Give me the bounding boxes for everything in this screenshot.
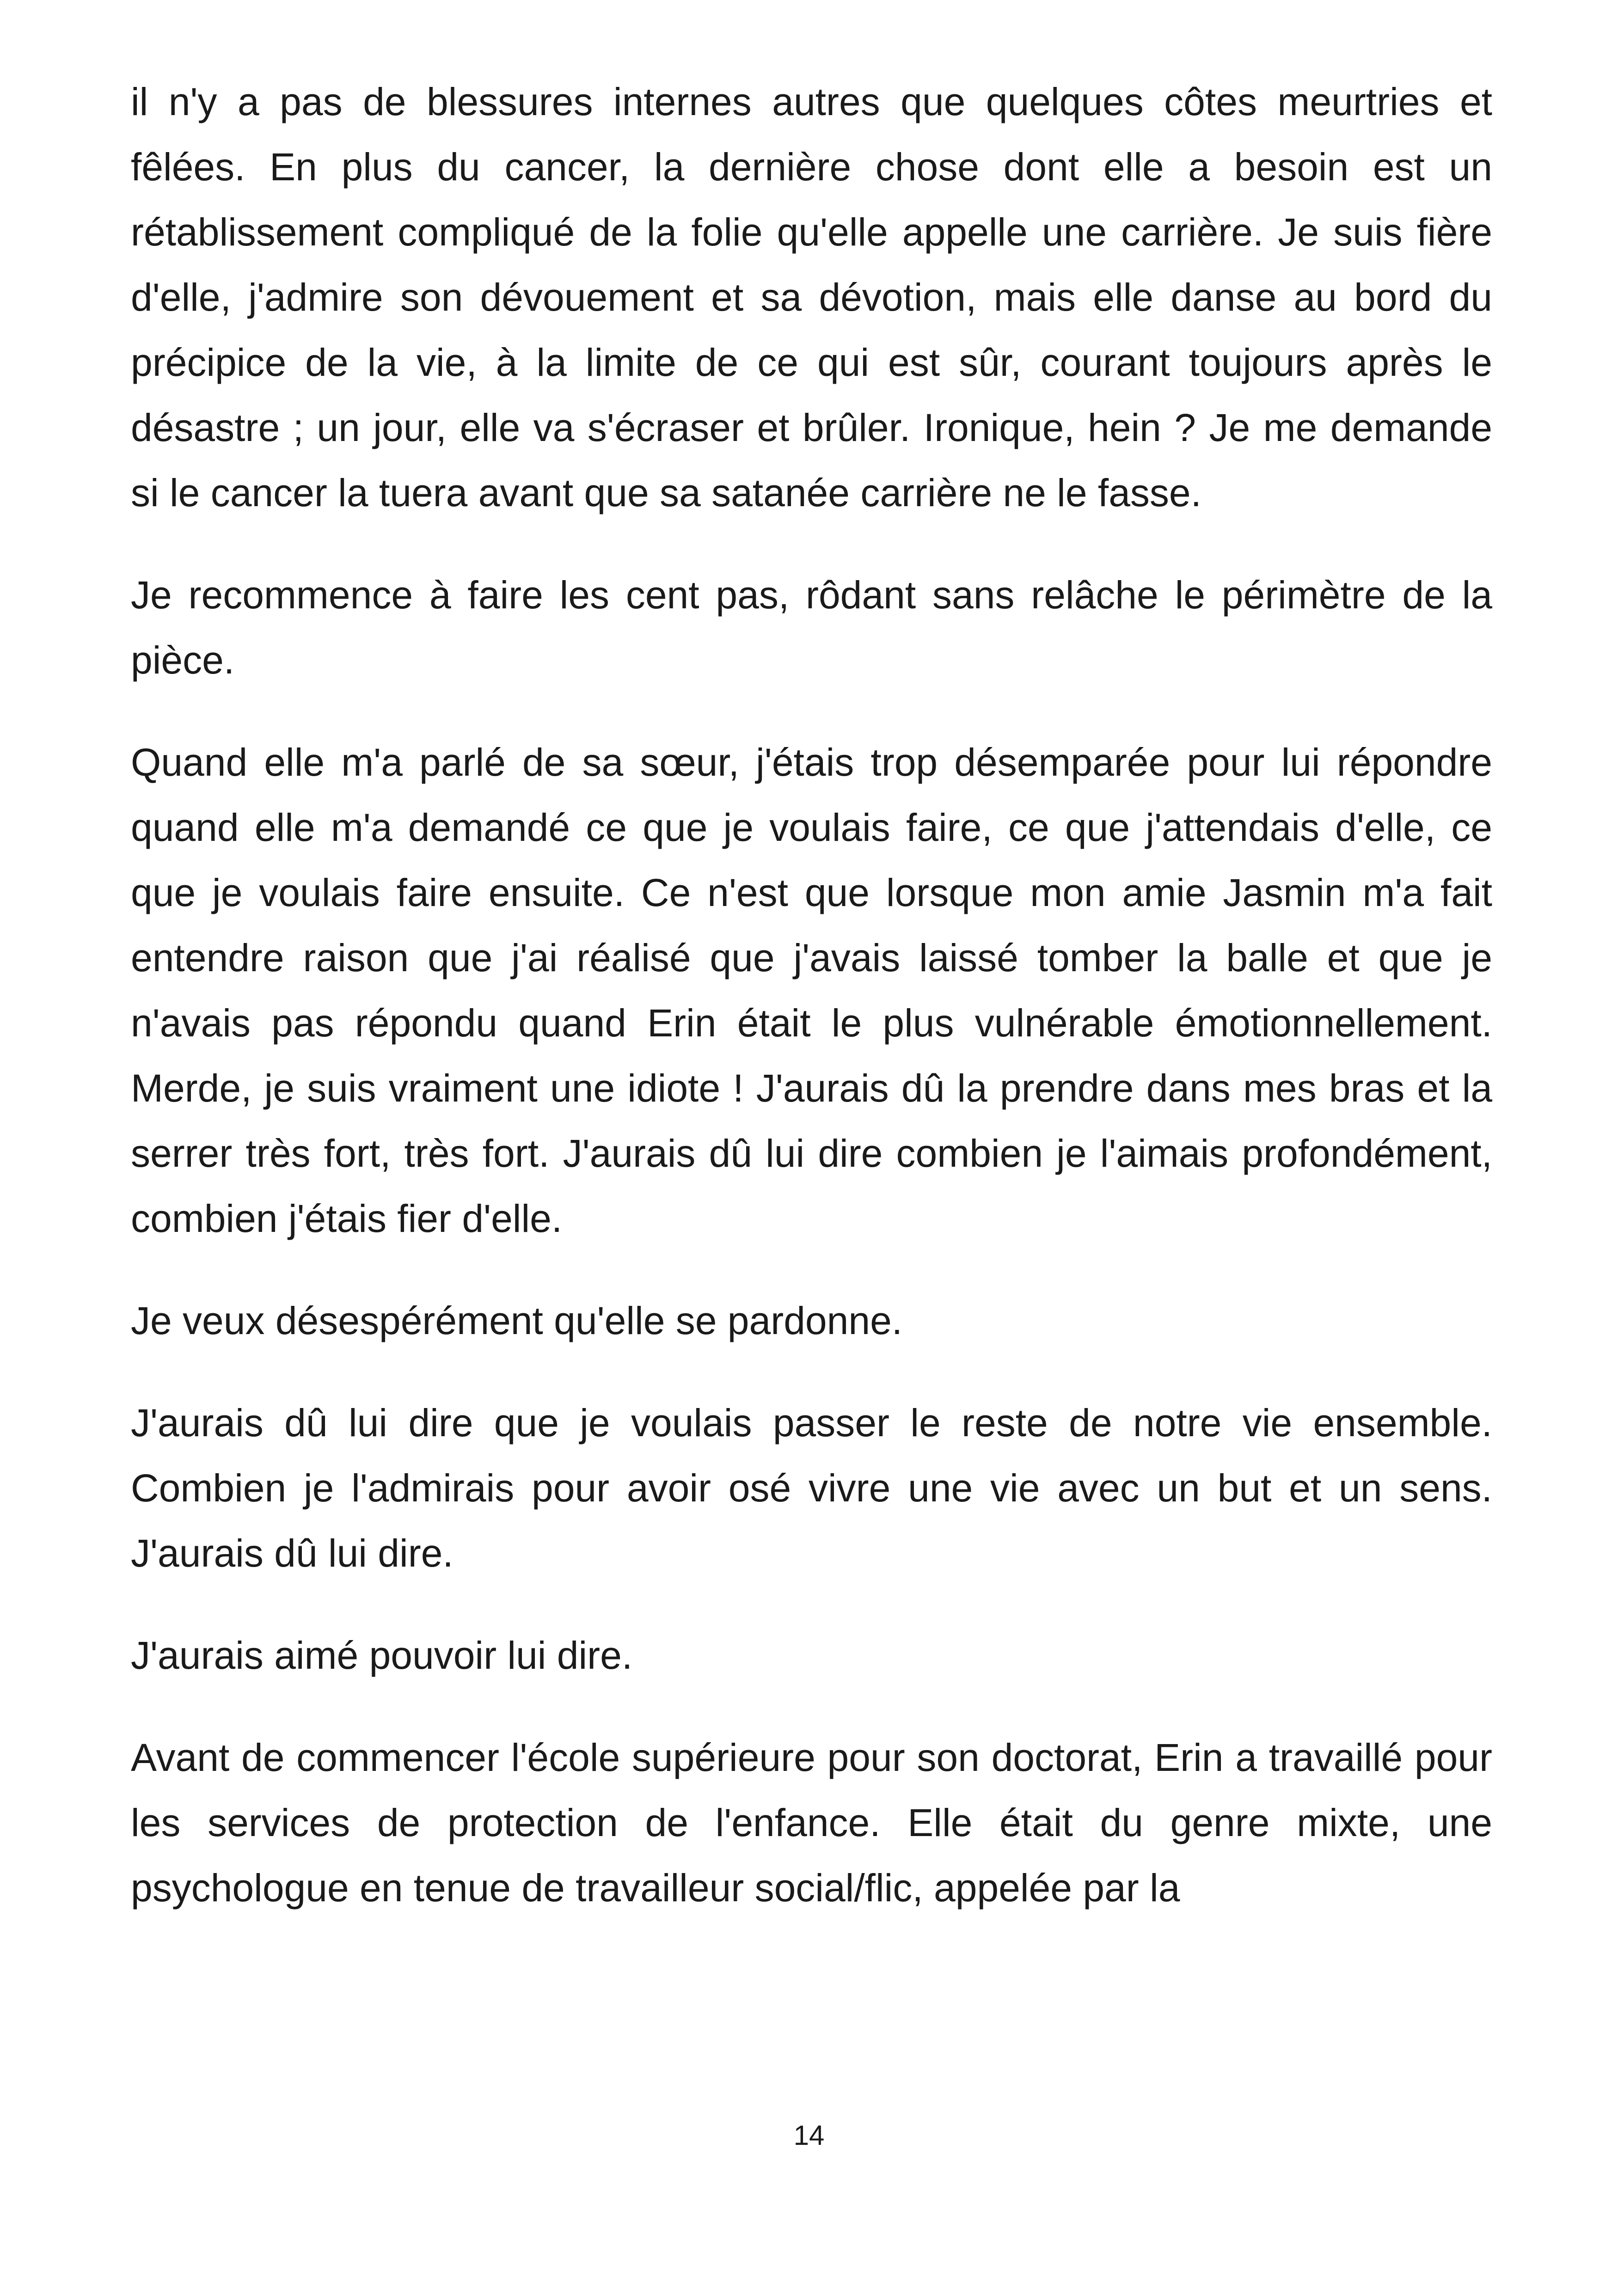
paragraph-2: Je recommence à faire les cent pas, rôdant sans relâche le périmètre de la pièce. xyxy=(131,573,1492,682)
paragraph-1: il n'y a pas de blessures internes autres que quelques côtes meurtries et fêlées. En plus du cancer, la dernière chose dont elle a besoin est un rétablissement compliqué de la folie qu'elle appelle une carrière. Je suis fière d'elle, j'admire son dévouement et sa dévotion, mais elle danse au bord du précipice de la vie, à la limite de ce qui est sûr, courant toujours après le désastre ; un jour, elle va s'écraser et brûler. Ironique, hein ? Je me demande si le cancer la tuera avant que sa satanée carrière ne le fasse. xyxy=(131,80,1492,514)
paragraph-3: Quand elle m'a parlé de sa sœur, j'étais trop désemparée pour lui répondre quand elle m'a demandé ce que je voulais faire, ce que j'attendais d'elle, ce que je voulais faire ensuite. Ce n'est que lorsque mon amie Jasmin m'a fait entendre raison que j'ai réalisé que j'avais laissé tomber la balle et que je n'avais pas répondu quand Erin était le plus vulnérable émotionnellement. Merde, je suis vraiment une idiote ! J'aurais dû la prendre dans mes bras et la serrer très fort, très fort. J'aurais dû lui dire combien je l'aimais profondément, combien j'étais fier d'elle. xyxy=(131,741,1492,1240)
paragraph-6: J'aurais aimé pouvoir lui dire. xyxy=(131,1634,633,1677)
body-text xyxy=(131,69,1492,1958)
paragraph-5: J'aurais dû lui dire que je voulais passer le reste de notre vie ensemble. Combien je l'admirais pour avoir osé vivre une vie avec un but et un sens. J'aurais dû lui dire. xyxy=(131,1401,1492,1575)
paragraph-4: Je veux désespérément qu'elle se pardonne. xyxy=(131,1299,903,1342)
page-number: 14 xyxy=(793,2120,825,2151)
paragraph-7: Avant de commencer l'école supérieure pour son doctorat, Erin a travaillé pour les services de protection de l'enfance. Elle était du genre mixte, une psychologue en tenue de travailleur social/flic, appelée par la xyxy=(131,1736,1492,1910)
